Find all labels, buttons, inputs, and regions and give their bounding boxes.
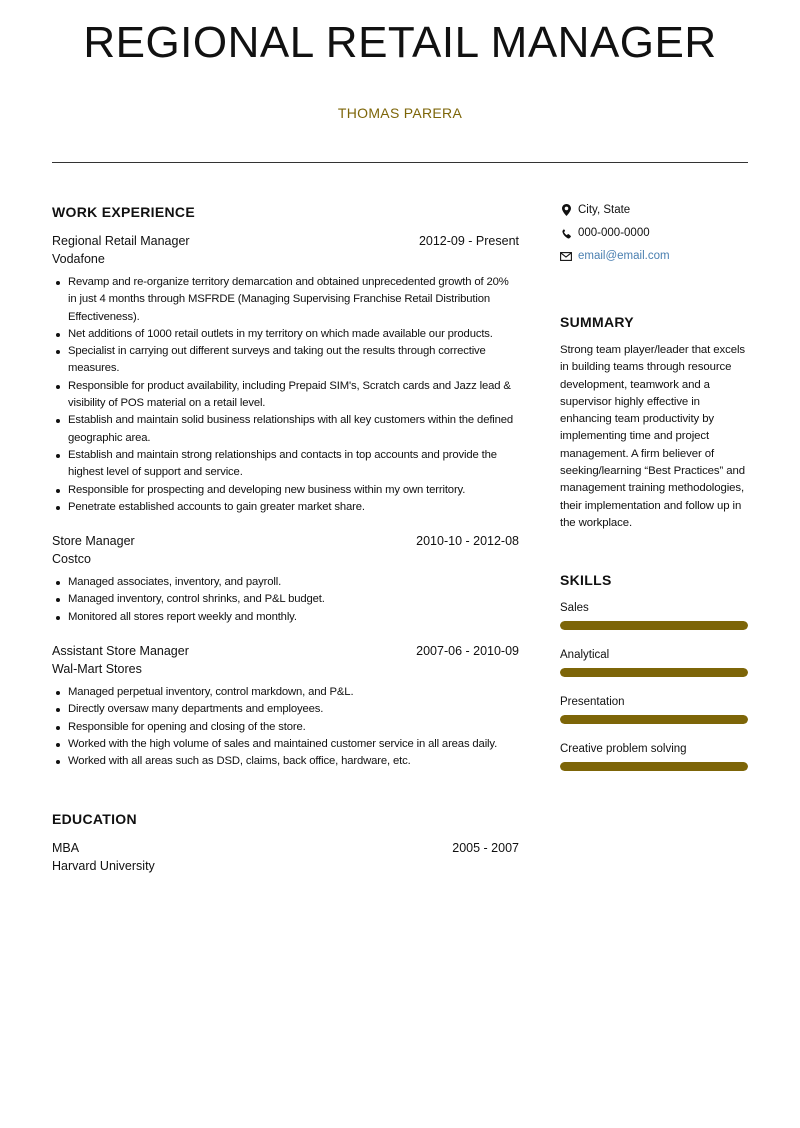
- phone-icon: [560, 227, 572, 239]
- bullet-item: Managed inventory, control shrinks, and P&L budget.: [52, 591, 519, 608]
- education-section: [52, 811, 519, 876]
- bullet-item: Penetrate established accounts to gain greater market share.: [52, 499, 519, 516]
- work-entry-dates: 2007-06 - 2010-09: [416, 644, 519, 659]
- skill-level-bar: [560, 715, 748, 724]
- bullet-item: Responsible for product availability, including Prepaid SIM's, Scratch cards and Jazz lead & visibility of POS material on a retail level.: [52, 378, 519, 413]
- skill-name: Presentation: [560, 696, 625, 709]
- education-degree: MBA: [52, 840, 80, 855]
- bullet-item: Responsible for opening and closing of the store.: [52, 719, 519, 736]
- work-entry-dates: 2012-09 - Present: [418, 234, 519, 248]
- bullet-item: Specialist in carrying out different surveys and taking out the results through corrective measures.: [52, 343, 519, 378]
- work-experience-heading: WORK EXPERIENCE: [52, 204, 195, 220]
- bullet-item: Responsible for prospecting and developing new business within my own territory.: [52, 482, 519, 499]
- education-dates: 2005 - 2007: [452, 840, 519, 855]
- skills-list: [560, 600, 748, 771]
- skill-level-fill: [560, 668, 748, 677]
- bullet-item: Worked with all areas such as DSD, claims, back office, hardware, etc.: [52, 753, 519, 770]
- side-column: [560, 202, 748, 788]
- contact-location-text: City, State: [578, 204, 631, 216]
- work-entry: [52, 642, 519, 770]
- work-entry-list: [52, 232, 519, 771]
- skill-level-bar: [560, 762, 748, 771]
- bullet-item: Managed perpetual inventory, control markdown, and P&L.: [52, 684, 519, 701]
- bullet-item: Monitored all stores report weekly and monthly.: [52, 609, 519, 626]
- skill-level-fill: [560, 715, 748, 724]
- education-entry-header: [52, 839, 519, 857]
- envelope-icon: [560, 250, 572, 262]
- work-entry-dates: 2010-10 - 2012-08: [416, 534, 519, 549]
- bullet-item: Worked with the high volume of sales and maintained customer service in all areas daily.: [52, 736, 519, 753]
- education-school: Harvard University: [52, 858, 155, 873]
- map-pin-icon: [560, 204, 572, 216]
- work-entry: [52, 232, 519, 516]
- skill-item: [560, 647, 748, 677]
- contact-location: [560, 202, 748, 218]
- contact-phone-text: 000-000-0000: [578, 227, 650, 239]
- bullet-item: Managed associates, inventory, and payroll.: [52, 574, 519, 591]
- summary-text: Strong team player/leader that excels in building teams through resource development, teamwork and a supervisor highly effective in enhancing team productivity by implementing time and project management. A firm believer of seeking/learning “Best Practices” and management training methodologies, their implementation and follow up in the workplace.: [560, 344, 745, 529]
- skill-name: Creative problem solving: [560, 743, 687, 756]
- education-entry-list: [52, 839, 519, 876]
- work-entry-title: Assistant Store Manager: [52, 644, 189, 659]
- work-entry: [52, 532, 519, 626]
- header-divider: [52, 162, 748, 163]
- work-entry-bullets: [52, 684, 519, 770]
- skill-level-bar: [560, 621, 748, 630]
- work-entry-company: Costco: [52, 552, 91, 567]
- bullet-item: Establish and maintain strong relationships and contacts in top accounts and provide the highest level of support and service.: [52, 447, 519, 482]
- contact-phone: [560, 225, 748, 241]
- resume-job-title: REGIONAL RETAIL MANAGER: [83, 18, 717, 67]
- skills-section: [560, 572, 748, 771]
- skill-item: [560, 600, 748, 630]
- education-heading: EDUCATION: [52, 810, 137, 827]
- skill-name: Analytical: [560, 649, 610, 662]
- skill-item: [560, 694, 748, 724]
- bullet-item: Establish and maintain solid business relationships with all key customers within the defined geographic area.: [52, 412, 519, 447]
- bullet-item: Revamp and re-organize territory demarcation and obtained unprecedented growth of 20% in just 4 months through MSFRDE (Managing Supervising Franchise Retail Distribution Effectiveness).: [52, 274, 519, 326]
- person-name: THOMAS PARERA: [337, 105, 463, 121]
- skills-heading: SKILLS: [560, 572, 612, 589]
- work-entry-bullets: [52, 574, 519, 626]
- contact-email: [560, 248, 748, 264]
- skill-name: Sales: [560, 602, 589, 615]
- work-experience-section: [52, 204, 519, 771]
- work-entry-bullets: [52, 274, 519, 516]
- bullet-item: Net additions of 1000 retail outlets in my territory on which made available our products.: [52, 326, 519, 343]
- skill-level-fill: [560, 621, 748, 630]
- education-entry: [52, 839, 519, 876]
- skill-item: [560, 741, 748, 771]
- work-entry-company: Wal-Mart Stores: [52, 662, 142, 677]
- bullet-item: Directly oversaw many departments and employees.: [52, 701, 519, 718]
- skill-level-fill: [560, 762, 748, 771]
- work-entry-header: [52, 232, 519, 250]
- main-column: [52, 204, 519, 892]
- work-entry-title: Regional Retail Manager: [52, 234, 190, 248]
- email-link[interactable]: email@email.com: [578, 250, 670, 262]
- contact-list: [560, 202, 748, 264]
- skill-level-bar: [560, 668, 748, 677]
- work-entry-header: [52, 532, 519, 550]
- summary-heading: SUMMARY: [560, 314, 634, 330]
- work-entry-header: [52, 642, 519, 660]
- work-entry-title: Store Manager: [52, 534, 135, 549]
- work-entry-company: Vodafone: [52, 252, 105, 266]
- summary-section: [560, 314, 748, 532]
